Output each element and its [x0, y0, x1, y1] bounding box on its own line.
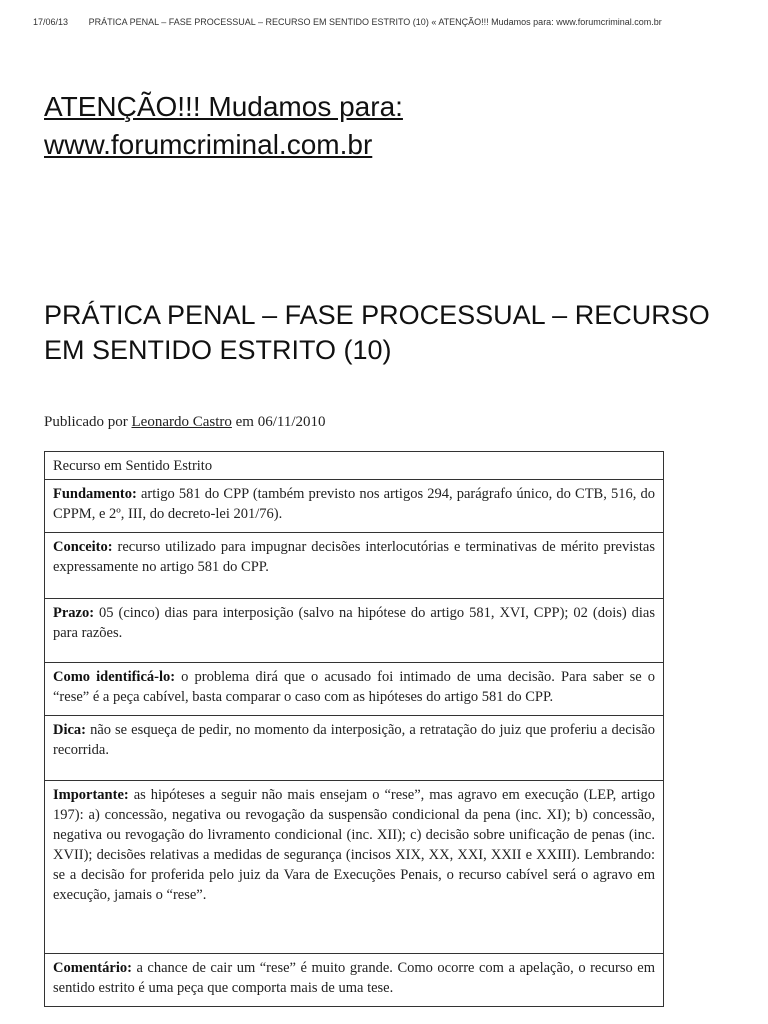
print-page-title: PRÁTICA PENAL – FASE PROCESSUAL – RECURSO EM SENTIDO ESTRITO (10) « ATENÇÃO!!! Mudamos para: www.forumcriminal.com.br — [88, 17, 662, 27]
row-label: Conceito: — [53, 539, 113, 555]
row-label: Dica: — [53, 722, 87, 738]
table-row — [45, 663, 664, 716]
table-row — [45, 716, 664, 781]
table-row — [45, 533, 664, 599]
row-text: 05 (cinco) dias para interposição (salvo na hipótese do artigo 581, XVI, CPP); 02 (dois) dias para razões. — [53, 605, 656, 641]
row-text: a chance de cair um “rese” é muito grande. Como ocorre com a apelação, o recurso em sentido estrito é uma peça que comporta mais de uma tese. — [53, 960, 656, 996]
row-text: o problema dirá que o acusado foi intimado de uma decisão. Para saber se o “rese” é a peça cabível, basta comparar o caso com as hipóteses do artigo 581 do CPP. — [53, 669, 655, 705]
row-label: Importante: — [53, 787, 129, 803]
row-text: recurso utilizado para impugnar decisões interlocutórias e terminativas de mérito previstas expressamente no artigo 581 do CPP. — [53, 539, 655, 575]
row-label: Prazo: — [53, 605, 95, 621]
table-row — [45, 781, 664, 954]
row-label: Como identificá-lo: — [53, 669, 176, 685]
info-table — [44, 451, 664, 1007]
notice-link-url[interactable]: www.forumcriminal.com.br — [44, 129, 373, 160]
row-text: as hipóteses a seguir não mais ensejam o “rese”, mas agravo em execução (LEP, artigo 197): a) concessão, negativa ou revogação da suspensão condicional da pena (inc. XI); b) concessão, negativa ou revogação do livramento condicional (inc. XII); c) decisão sobre unificação de penas (inc. XVII); decisões relativas a medidas de segurança (incisos XIX, XX, XXI, XXII e XXIII). Lembrando: se a decisão for proferida pelo juiz da Vara de Execuções Penais, o recurso cabível será o agravo em execução, jamais o “rese”. — [53, 787, 656, 903]
table-row — [45, 954, 664, 1007]
post-date: 06/11/2010 — [257, 414, 326, 430]
moved-notice — [44, 88, 734, 164]
print-date: 17/06/13 — [33, 17, 69, 27]
table-row — [45, 599, 664, 663]
author-link[interactable]: Leonardo Castro — [131, 414, 232, 430]
table-row — [45, 480, 664, 533]
table-title: Recurso em Sentido Estrito — [45, 452, 664, 480]
post-title: PRÁTICA PENAL – FASE PROCESSUAL – RECURSO EM SENTIDO ESTRITO (10) — [44, 300, 710, 365]
byline-prefix: Publicado por — [44, 414, 128, 430]
row-text: artigo 581 do CPP (também previsto nos artigos 294, parágrafo único, do CTB, 516, do CPPM, e 2º, III, do decreto-lei 201/76). — [53, 486, 655, 522]
print-header — [33, 17, 756, 27]
row-label: Comentário: — [53, 960, 132, 976]
row-label: Fundamento: — [53, 486, 137, 502]
row-text: não se esqueça de pedir, no momento da interposição, a retratação do juiz que proferiu a decisão recorrida. — [53, 722, 655, 758]
table-header-row — [45, 452, 664, 480]
byline-mid: em — [235, 414, 254, 430]
notice-link-line1[interactable]: ATENÇÃO!!! Mudamos para: — [44, 91, 403, 122]
byline — [44, 414, 326, 431]
